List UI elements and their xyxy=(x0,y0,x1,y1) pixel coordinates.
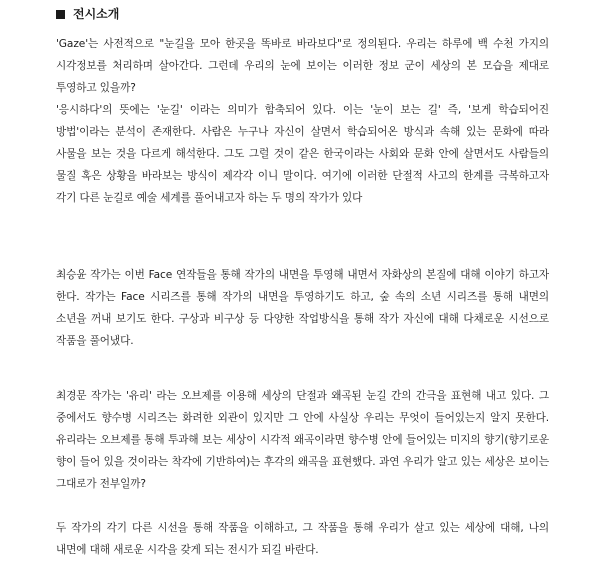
paragraph-artist-choi-kyungmun: 최경문 작가는 '유리' 라는 오브제를 이용해 세상의 단절과 왜곡된 눈길 간의 간극을 표현해 내고 있다. 그 중에서도 향수병 시리즈는 화려한 외관이 있지만 그 안에 사실상 우리는 무엇이 들어있는지 알지 못한다. 유리라는 오브제를 통해 투과해 보는 세상이 시각적 왜곡이라면 향수병 안에 들어있는 미지의 향기(향기로운 향이 들어 있을 것이라는 착각에 기반하여)는 후각의 왜곡을 표현했다. 과연 우리가 알고 있는 세상은 보이는 그대로가 전부일까? xyxy=(56,390,549,490)
paragraph-gaze-definition: 'Gaze'는 사전적으로 "눈길을 모아 한곳을 똑바로 바라보다"로 정의된다. 우리는 하루에 백 수천 가지의 시각정보를 처리하며 살아간다. 그런데 우리의 눈에 보이는 이러한 정보 군이 세상의 본 모습을 제대로 투영하고 있을까? xyxy=(56,38,549,94)
paragraph-meaning-of-gazing: '응시하다'의 뜻에는 '눈길' 이라는 의미가 함축되어 있다. 이는 '눈이 보는 길' 즉, '보게 학습되어진 방법'이라는 분석이 존재한다. 사람은 누구나 자신이 살면서 학습되어온 방식과 속해 있는 문화에 따라 사물을 보는 것을 다르게 해석한다. 그도 그럴 것이 같은 한국이라는 사회와 문화 안에 살면서도 사람들의 물질 혹은 상황을 바라보는 방식이 제각각 이니 말이다. 여기에 이러한 단절적 사고의 한계를 극복하고자 각기 다른 눈길로 예술 세계를 풀어내고자 하는 두 명의 작가가 있다 xyxy=(56,104,549,204)
paragraph-artist-choi-seungyun: 최승윤 작가는 이번 Face 연작들을 통해 작가의 내면을 투영해 내면서 자화상의 본질에 대해 이야기 하고자 한다. 작가는 Face 시리즈를 통해 작가의 내면을 투영하기도 하고, 숲 속의 소년 시리즈를 통해 내면의 소년을 꺼내 보기도 한다. 구상과 비구상 등 다양한 작업방식을 통해 작가 자신에 대해 다채로운 시선으로 작품을 풀어냈다. xyxy=(56,269,549,347)
black-square-icon xyxy=(56,10,65,19)
paragraph-closing: 두 작가의 각기 다른 시선을 통해 작품을 이해하고, 그 작품을 통해 우리가 살고 있는 세상에 대해, 나의 내면에 대해 새로운 시각을 갖게 되는 전시가 되길 바란다. xyxy=(56,522,549,556)
section-heading xyxy=(56,6,119,22)
section-title: 전시소개 xyxy=(73,7,120,21)
